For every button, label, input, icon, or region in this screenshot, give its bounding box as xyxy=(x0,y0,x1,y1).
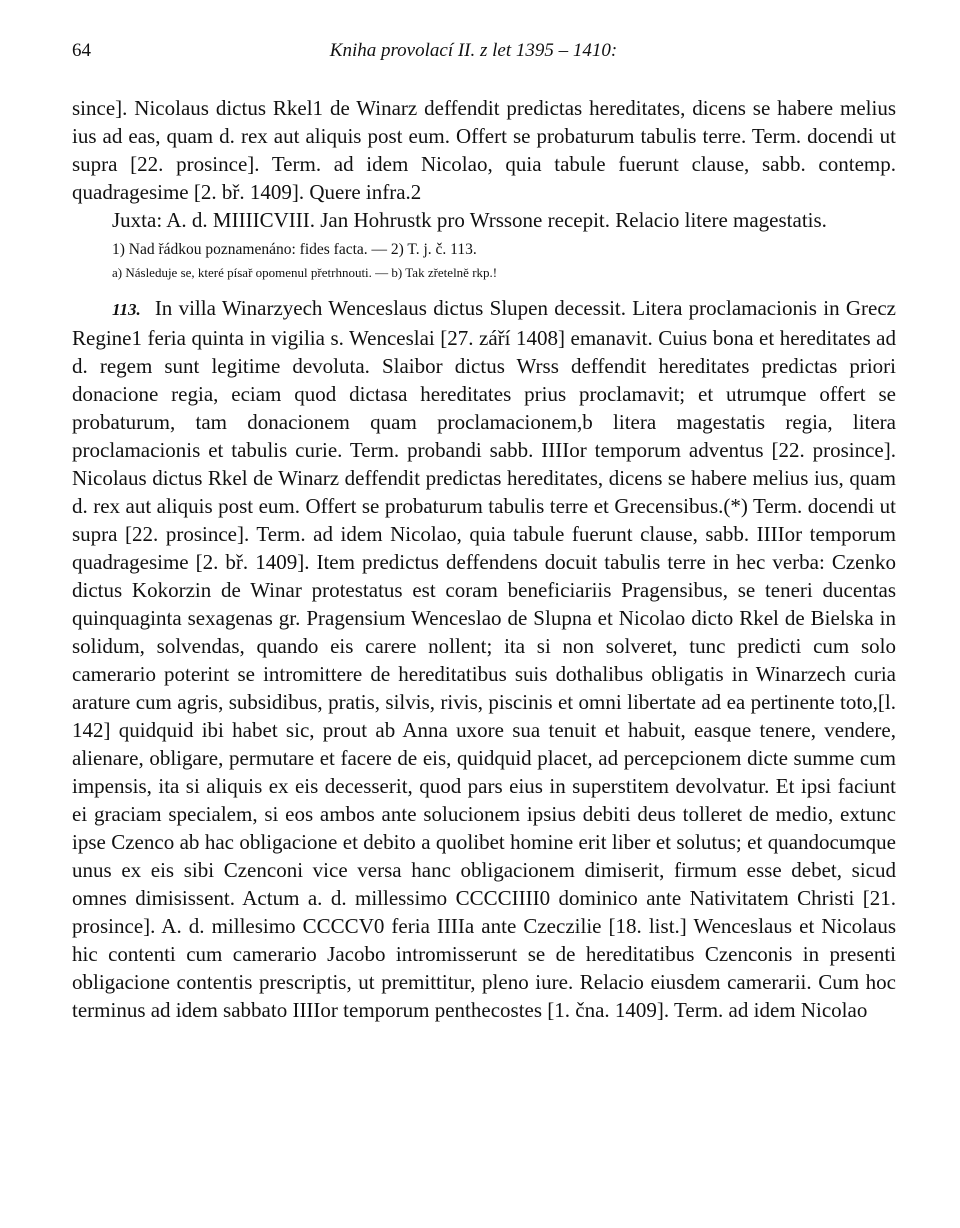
document-page xyxy=(72,40,896,1024)
footnote-line-2: a) Následuje se, které písař opomenul přetrhnouti. — b) Tak zřetelně rkp.! xyxy=(112,265,498,280)
entry-text: In villa Winarzyech Wenceslaus dictus Slupen decessit. Litera proclamacionis in Grecz Regine1 feria quinta in vigilia s. Wenceslai [27. září 1408] emanavit. Cuius bona et hereditates ad d. regem sunt legitime devoluta. Slaibor dictus Wrss deffendit hereditates predictas priori donacione regia, eciam quod dictasa hereditates prius proclamavit; et utrumque offert se probaturum, tam donacionem quam proclamacionem,b litera magestatis regia, litera proclamacionis et tabulis curie. Term. probandi sabb. IIIIor temporum adventus [22. prosince]. Nicolaus dictus Rkel de Winarz deffendit predictas hereditates, dicens se habere melius ius, quam d. rex aut aliquis post eum. Offert se probaturum tabulis terre et Grecensibus.(*) Term. docendi ut supra [22. prosince]. Term. ad idem Nicolao, quia tabule fuerunt clause, sabb. IIIIor temporum quadragesime [2. bř. 1409]. Item predictus deffendens docuit tabulis terre in hec verba: Czenko dictus Kokorzin de Winar protestatus est coram beneficiariis Pragensibus, se teneri ducentas quinquaginta sexagenas gr. Pragensium Wenceslao de Slupna et Nicolao dicto Rkel de Bielska in solidum, solvendas, quando eis carere nollent; ita si non solveret, tunc predicti cum solo camerario poterint se intromittere de hereditatibus suis dothalibus obligatis in Winarzech curia arature cum agris, subsidibus, pratis, silvis, rivis, piscinis et omni libertate ad ea pertinente toto,[l. 142] quidquid ibi habet sic, prout ab Anna uxore sua tenuit et habuit, easque tenere, vendere, alienare, obligare, permutare et facere de eis, quidquid placet, ad percepcionem dicte summe cum impensis, ita si aliquis ex eis decesserit, quod pars eius in superstitem devolvatur. Et ipsi faciunt ei graciam specialem, si eos ambos ante solucionem ipsius debiti deus tolleret de medio, extunc ipse Czenco ab hac obligacione et debito a quolibet homine erit liber et solutus; et quandocumque unus ex eis sibi Czenconi vice versa hanc obligacionem dimiserit, firmum esse debet, sicud omnes dimisissent. Actum a. d. millessimo CCCCIIII0 dominico ante Nativitatem Christi [21. prosince]. A. d. millesimo CCCCV0 feria IIIIa ante Czeczilie [18. list.] Wenceslaus et Nicolaus hic contenti cum camerario Jacobo intromisserunt se de hereditatibus Czenconis in presenti obligacione contentis prescriptis, ut premittitur, pleno iure. Relacio eiusdem camerarii. Cum hoc terminus ad idem sabbato IIIIor temporum penthecostes [1. čna. 1409]. Term. ad idem Nicolao xyxy=(72,296,896,1022)
paragraph-continuation: since]. Nicolaus dictus Rkel1 de Winarz deffendit predictas hereditates, dicens se habere melius ius ad eas, quam d. rex aut aliquis post eum. Offert se probaturum tabulis terre. Term. docendi ut supra [22. prosince]. Term. ad idem Nicolao, quia tabule fuerunt clause, sabb. contemp. quadragesime [2. bř. 1409]. Quere infra.2 xyxy=(72,96,896,204)
entry-113 xyxy=(72,294,896,1024)
page-number: 64 xyxy=(72,40,91,61)
paragraph-juxta: Juxta: A. d. MIIIICVIII. Jan Hohrustk pro Wrssone recepit. Relacio litere magestatis. xyxy=(112,208,827,232)
main-text xyxy=(72,94,896,234)
entry-number: 113. xyxy=(112,300,141,319)
running-title: Kniha provolací II. z let 1395 – 1410: xyxy=(329,40,618,61)
footnote-line-1: 1) Nad řádkou poznamenáno: fides facta. — 2) T. j. č. 113. xyxy=(112,241,477,258)
entry-paragraph xyxy=(72,294,896,1024)
page-header xyxy=(72,40,896,74)
